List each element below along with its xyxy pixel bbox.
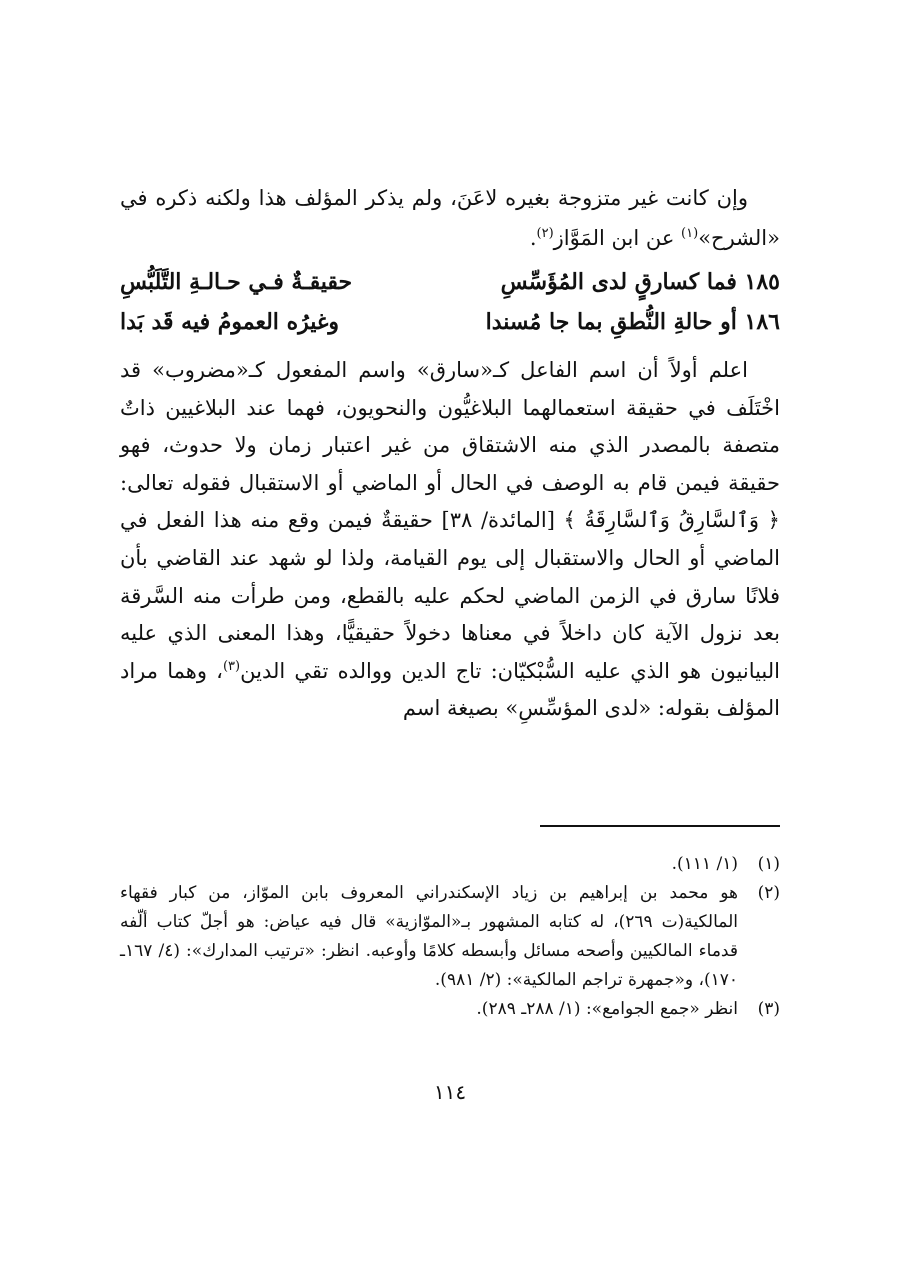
footnote-mark-1: (١) [681, 226, 699, 241]
footnote-text: انظر «جمع الجوامع»: (١/ ٢٨٨ـ ٢٨٩). [476, 999, 738, 1019]
intro-text-2: عن ابن المَوَّاز [553, 226, 682, 250]
verse-block [120, 262, 780, 342]
footnote-mark-2: (٢) [536, 226, 554, 241]
verse-first-text: أو حالةِ النُّطقِ بما جا مُسندا [485, 309, 737, 335]
verse-line [120, 302, 780, 342]
verse-second-hemistich: حقيقـةٌ فـي حـالـةِ التَّلَبُّسِ [120, 269, 353, 295]
footnote-mark-3: (٣) [222, 658, 241, 674]
footnote-number: (٣) [757, 999, 780, 1019]
verse-number: ١٨٦ [744, 309, 780, 335]
verse-second-hemistich: وغيرُه العمومُ فيه قَد بَدا [120, 309, 340, 335]
intro-text: وإن كانت غير متزوجة بغيره لاعَنَ، ولم يذكر المؤلف هذا ولكنه ذكره في «الشرح» [120, 186, 780, 250]
intro-text-3: . [529, 226, 537, 250]
footnote-text: (١/ ١١١). [671, 854, 738, 874]
commentary-paragraph [120, 352, 780, 728]
verse-number: ١٨٥ [744, 269, 780, 295]
commentary-text: اعلم أولاً أن اسم الفاعل كـ«سارق» واسم المفعول كـ«مضروب» قد اخْتَلَف في حقيقة استعمالهما البلاغيُّون والنحويون، فهما عند البلاغيين ذاتٌ متصفة بالمصدر الذي منه الاشتقاق من غير اعتبار زمان ولا حدوث، فهو حقيقة فيمن قام به الوصف في الحال أو الماضي أو الاستقبال فقوله تعالى: ﴿ وَٱلسَّارِقُ وَٱلسَّارِقَةُ ﴾ [المائدة/ ٣٨] حقيقةٌ فيمن وقع منه هذا الفعل في الماضي أو الحال والاستقبال إلى يوم القيامة، ولذا لو شهد عند القاضي بأن فلانًا سارق في الزمن الماضي لحكم عليه بالقطع، ومن طرأت منه السَّرقة بعد نزول الآية كان داخلاً في معناها دخولاً حقيقيًّا، وهذا المعنى الذي عليه البيانيون هو الذي عليه السُّبْكيّان: تاج الدين ووالده تقي الدين [120, 358, 780, 683]
page-number: ١١٤ [433, 1080, 467, 1104]
footnote-number: (١) [757, 854, 780, 874]
verse-first-text: فما كسارقٍ لدى المُؤَسِّسِ [500, 269, 737, 295]
footnote-text: هو محمد بن إبراهيم بن زياد الإسكندراني المعروف بابن الموّاز، من كبار فقهاء المالكية(ت ٢٦٩)، له كتابه المشهور بـ«الموّازية» قال فيه عياض: هو أجلّ كتاب ألّفه قدماء المالكيين وأصحه مسائل وأبسطه كلامًا وأوعبه. انظر: «ترتيب المدارك»: (٤/ ١٦٧ـ ١٧٠)، و«جمهرة تراجم المالكية»: (٢/ ٩٨١). [120, 883, 738, 990]
footnote-number: (٢) [757, 883, 780, 903]
intro-paragraph [120, 178, 780, 258]
verse-first-hemistich [486, 302, 780, 342]
footnotes [120, 850, 780, 1024]
verse-first-hemistich [501, 262, 780, 302]
footnote-item [120, 995, 780, 1024]
verse-line [120, 262, 780, 302]
commentary-text-2: ، وهما مراد المؤلف بقوله: «لدى المؤسِّسِ» بصيغة اسم [120, 658, 780, 721]
footnote-item [120, 879, 780, 995]
footnote-separator [540, 825, 780, 827]
footnote-item [120, 850, 780, 879]
